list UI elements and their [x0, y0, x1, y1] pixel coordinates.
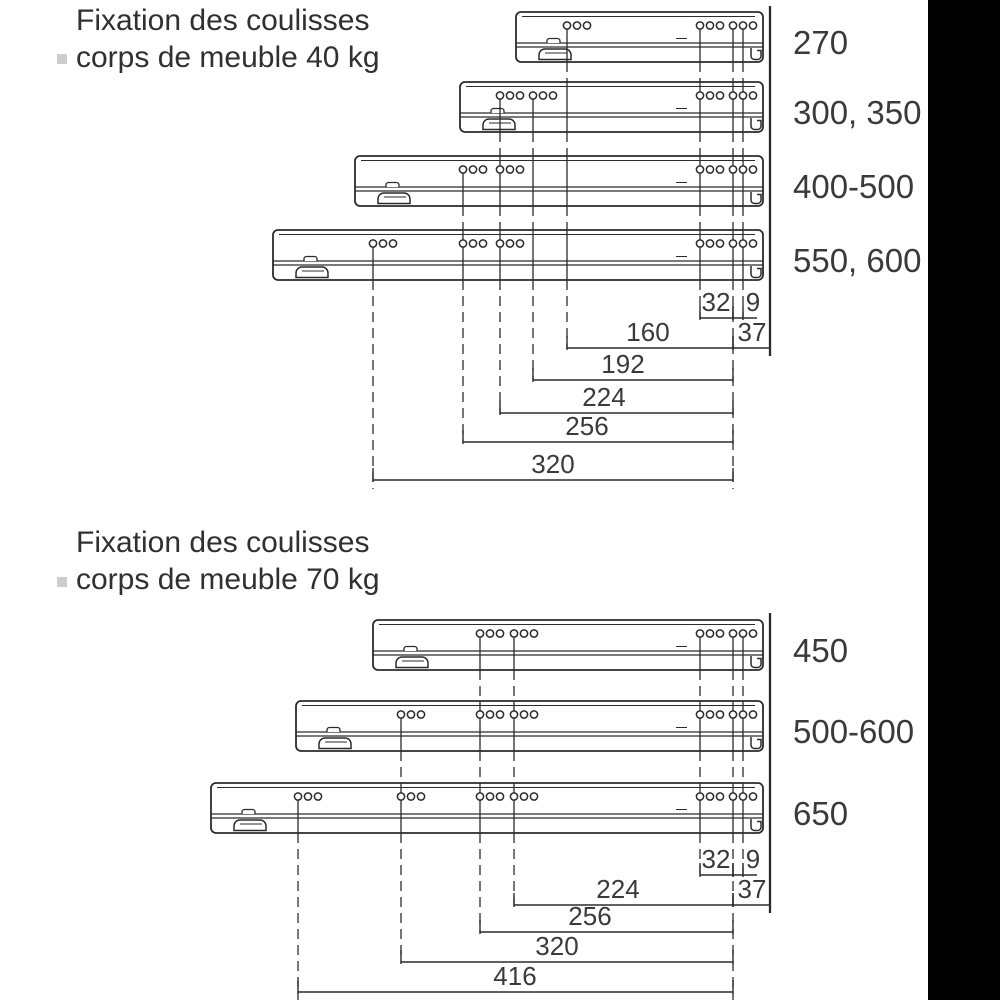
- dimension-value: 37: [737, 317, 767, 347]
- screw-hole: [739, 166, 746, 173]
- screw-hole: [696, 166, 703, 173]
- screw-hole: [459, 240, 466, 247]
- screw-hole: [739, 240, 746, 247]
- dimension-value: 9: [745, 844, 761, 874]
- section1-title-line2: corps de meuble 40 kg: [76, 41, 380, 74]
- dimension-320: [373, 449, 733, 482]
- section-70kg: [211, 613, 914, 1000]
- screw-hole: [530, 630, 537, 637]
- screw-hole: [479, 240, 486, 247]
- screw-hole: [469, 166, 476, 173]
- dimension-32: [700, 287, 733, 320]
- dimension-256: [480, 901, 733, 934]
- screw-hole: [573, 22, 580, 29]
- screw-hole: [706, 630, 713, 637]
- latch-cap: [327, 728, 340, 733]
- screw-hole: [716, 711, 723, 718]
- screw-hole: [739, 630, 746, 637]
- drawer-slide-70kg-650: [211, 783, 763, 833]
- screw-hole: [749, 22, 756, 29]
- latch-cap: [404, 647, 417, 652]
- screw-hole: [696, 92, 703, 99]
- section2-title-line2: corps de meuble 70 kg: [76, 563, 380, 596]
- screw-hole: [739, 711, 746, 718]
- screw-hole: [716, 22, 723, 29]
- drawer-slide-40kg-270: [516, 12, 763, 62]
- screw-hole: [407, 793, 414, 800]
- screw-hole: [729, 22, 736, 29]
- drawer-slide-70kg-500-600: [296, 701, 763, 751]
- latch-lever: [296, 267, 328, 278]
- section2-title-line1: Fixation des coulisses: [76, 526, 370, 559]
- latch-lever: [539, 49, 571, 60]
- screw-hole: [486, 630, 493, 637]
- screw-hole: [563, 22, 570, 29]
- screw-hole: [749, 793, 756, 800]
- dimension-value: 256: [568, 901, 612, 931]
- latch-cap: [386, 183, 399, 188]
- drawer-slide-40kg-400-500: [355, 156, 763, 206]
- screw-hole: [716, 92, 723, 99]
- latch-lever: [319, 738, 351, 749]
- slide-length-label: 270: [793, 24, 849, 61]
- dimension-value: 32: [701, 844, 731, 874]
- screw-hole: [510, 793, 517, 800]
- dimension-37: [733, 874, 770, 907]
- latch-cap: [547, 39, 560, 44]
- screw-hole: [516, 240, 523, 247]
- screw-hole: [729, 240, 736, 247]
- latch-lever: [396, 657, 428, 668]
- dimension-37: [733, 317, 770, 350]
- screw-hole: [739, 22, 746, 29]
- latch-lever: [483, 119, 515, 130]
- list-bullet-marker: [57, 577, 67, 587]
- slide-body: [355, 156, 763, 206]
- dimension-256: [463, 411, 733, 444]
- slide-body: [273, 230, 763, 280]
- screw-hole: [696, 240, 703, 247]
- screw-hole: [696, 711, 703, 718]
- screw-hole: [749, 630, 756, 637]
- dimension-value: 192: [601, 349, 645, 379]
- screw-hole: [506, 92, 513, 99]
- screw-hole: [459, 166, 466, 173]
- slide-length-label: 450: [793, 632, 849, 669]
- slide-body: [373, 620, 763, 670]
- dimension-value: 37: [737, 874, 767, 904]
- screw-hole: [696, 793, 703, 800]
- dimension-value: 320: [535, 931, 579, 961]
- latch-lever: [378, 193, 410, 204]
- screw-hole: [469, 240, 476, 247]
- drawer-slide-70kg-450: [373, 620, 763, 670]
- screw-hole: [506, 240, 513, 247]
- dimension-224: [500, 382, 733, 415]
- screw-hole: [529, 92, 536, 99]
- screw-hole: [716, 630, 723, 637]
- screw-hole: [706, 166, 713, 173]
- section2-title: [76, 524, 380, 598]
- drawer-slide-40kg-550-600: [273, 230, 763, 280]
- slide-length-label: 500-600: [793, 713, 915, 750]
- screw-hole: [397, 793, 404, 800]
- screw-hole: [749, 240, 756, 247]
- screw-hole: [379, 240, 386, 247]
- screw-hole: [496, 240, 503, 247]
- latch-lever: [234, 820, 266, 831]
- dimension-value: 160: [626, 317, 670, 347]
- dimension-224: [514, 874, 733, 907]
- slide-body: [296, 701, 763, 751]
- screw-hole: [496, 630, 503, 637]
- slide-length-label: 550, 600: [793, 242, 922, 279]
- screw-hole: [729, 630, 736, 637]
- slide-body: [211, 783, 763, 833]
- dimension-160: [567, 317, 733, 350]
- dimension-416: [298, 961, 733, 994]
- screw-hole: [486, 793, 493, 800]
- section-40kg: [273, 6, 921, 489]
- screw-hole: [510, 630, 517, 637]
- dimension-value: 416: [493, 961, 537, 991]
- screw-hole: [496, 711, 503, 718]
- screw-hole: [749, 711, 756, 718]
- screw-hole: [706, 92, 713, 99]
- screw-hole: [729, 92, 736, 99]
- screw-hole: [520, 793, 527, 800]
- screw-hole: [407, 711, 414, 718]
- screw-hole: [716, 793, 723, 800]
- dimension-value: 9: [745, 287, 761, 317]
- screw-hole: [516, 92, 523, 99]
- slide-length-label: 300, 350: [793, 94, 922, 131]
- screw-hole: [739, 793, 746, 800]
- slide-length-label: 650: [793, 795, 849, 832]
- screw-hole: [314, 793, 321, 800]
- screw-hole: [729, 793, 736, 800]
- screw-hole: [397, 711, 404, 718]
- screw-hole: [706, 240, 713, 247]
- screw-hole: [417, 793, 424, 800]
- dimension-value: 320: [531, 449, 575, 479]
- screw-hole: [706, 793, 713, 800]
- dimension-9: [733, 287, 760, 320]
- screw-hole: [530, 711, 537, 718]
- dimension-192: [533, 349, 733, 382]
- screw-hole: [476, 630, 483, 637]
- dimension-value: 256: [565, 411, 609, 441]
- screw-hole: [506, 166, 513, 173]
- screw-hole: [479, 166, 486, 173]
- screw-hole: [716, 240, 723, 247]
- screw-hole: [510, 711, 517, 718]
- screw-hole: [476, 711, 483, 718]
- screw-hole: [369, 240, 376, 247]
- screw-hole: [749, 92, 756, 99]
- screw-hole: [496, 793, 503, 800]
- section1-title: [76, 2, 380, 76]
- slide-length-label: 400-500: [793, 168, 915, 205]
- screw-hole: [496, 92, 503, 99]
- screw-hole: [696, 630, 703, 637]
- list-bullet-marker: [57, 54, 67, 64]
- screw-hole: [706, 22, 713, 29]
- dimension-32: [700, 844, 733, 877]
- dimension-value: 32: [701, 287, 731, 317]
- screw-hole: [294, 793, 301, 800]
- screw-hole: [716, 166, 723, 173]
- section1-title-line1: Fixation des coulisses: [76, 4, 370, 37]
- dimension-320: [401, 931, 733, 964]
- screw-hole: [496, 166, 503, 173]
- dimension-value: 224: [596, 874, 640, 904]
- screw-hole: [520, 711, 527, 718]
- screw-hole: [696, 22, 703, 29]
- drawer-slide-40kg-300-350: [460, 82, 763, 132]
- screw-hole: [389, 240, 396, 247]
- dimension-value: 224: [582, 382, 626, 412]
- latch-cap: [491, 109, 504, 114]
- screw-hole: [729, 711, 736, 718]
- screw-hole: [476, 793, 483, 800]
- latch-cap: [242, 810, 255, 815]
- screw-hole: [583, 22, 590, 29]
- screw-hole: [516, 166, 523, 173]
- screw-hole: [539, 92, 546, 99]
- screw-hole: [729, 166, 736, 173]
- screw-hole: [417, 711, 424, 718]
- scan-edge-black-strip: [928, 0, 1000, 1000]
- screw-hole: [530, 793, 537, 800]
- screw-hole: [304, 793, 311, 800]
- screw-hole: [749, 166, 756, 173]
- screw-hole: [520, 630, 527, 637]
- screw-hole: [549, 92, 556, 99]
- dimension-9: [733, 844, 760, 877]
- screw-hole: [739, 92, 746, 99]
- screw-hole: [706, 711, 713, 718]
- screw-hole: [486, 711, 493, 718]
- latch-cap: [304, 257, 317, 262]
